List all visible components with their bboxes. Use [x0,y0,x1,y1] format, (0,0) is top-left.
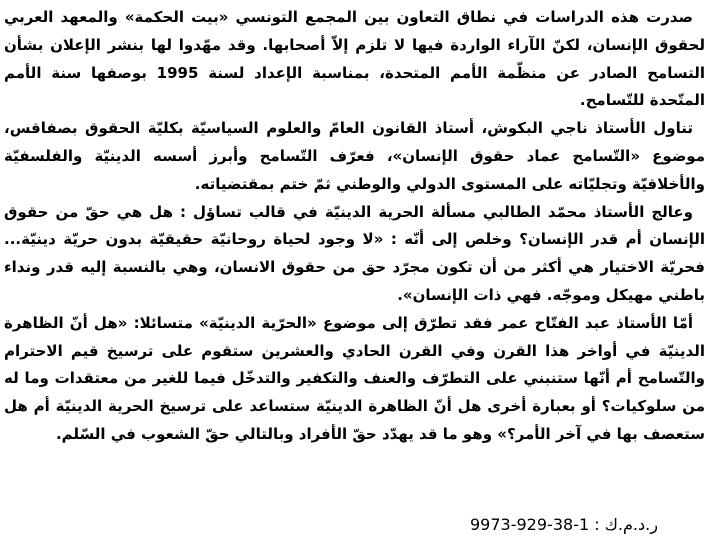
paragraph-omar: أمّا الأستاذ عبد الفتّاح عمر فقد تطرّق إلى موضوع «الحرّية الدينيّة» متسائلا: «هل أنّ الظاهرة الدينيّة في أواخر هذا القرن وفي القرن الحادي والعشرين ستقوم على ترسيخ قيم الاحترام والتّسامح أم أنّها ستنبني على التطرّف والعنف والتكفير والتدخّل فيما للغير من معتقدات وما له من سلوكيات؟ أو بعبارة أخرى هل أنّ الظاهرة الدينيّة ستساعد على ترسيخ الحرية الدينيّة أم هل ستعصف بها في آخر الأمر؟» وهو ما قد يهدّد حقّ الأفراد وبالتالي حقّ الشعوب في السّلم. [4,313,705,443]
isbn-line: ر.د.م.ك : 1-38-929-9973 [470,515,658,534]
paragraph-bakkouche: تناول الأستاذ ناجي البكوش، أستاذ القانون العامّ والعلوم السياسيّة بكليّة الحقوق بصفاقس، موضوع «التّسامح عماد حقوق الإنسان»، فعرّف التّسامح وأبرز أسسه الدينيّة والفلسفيّة والأخلاقيّة وتجليّاته على المستوى الدولي والوطني ثمّ ختم بمقتضياته. [4,119,705,193]
paragraph-introduction: صدرت هذه الدراسات في نطاق التعاون بين المجمع التونسي «بيت الحكمة» والمعهد العربي لحقوق الإنسان، لكنّ الآراء الواردة فيها لا تلزم إلاّ أصحابها. وقد مهّدوا لها بنشر الإعلان بشأن التسامح الصادر عن منظّمة الأمم المتحدة، بمناسبة الإعداد لسنة 1995 بوصفها سنة الأمم المتّحدة للتّسامح. [4,8,705,110]
paragraph-talbi: وعالج الأستاذ محمّد الطالبي مسألة الحرية الدينيّة في قالب تساؤل : هل هي حقّ من حقوق الإنسان أم قدر الإنسان؟ وخلص إلى أنّه : «لا وجود لحياة روحانيّة حقيقيّة بدون حريّة دينيّة... فحريّة الاختيار هي أكثر من أن تكون مجرّد حق من حقوق الانسان، وهي بالنسبة إليه قدر ونداء باطني مهيكل وموجّه. فهي ذات الإنسان». [4,202,705,304]
